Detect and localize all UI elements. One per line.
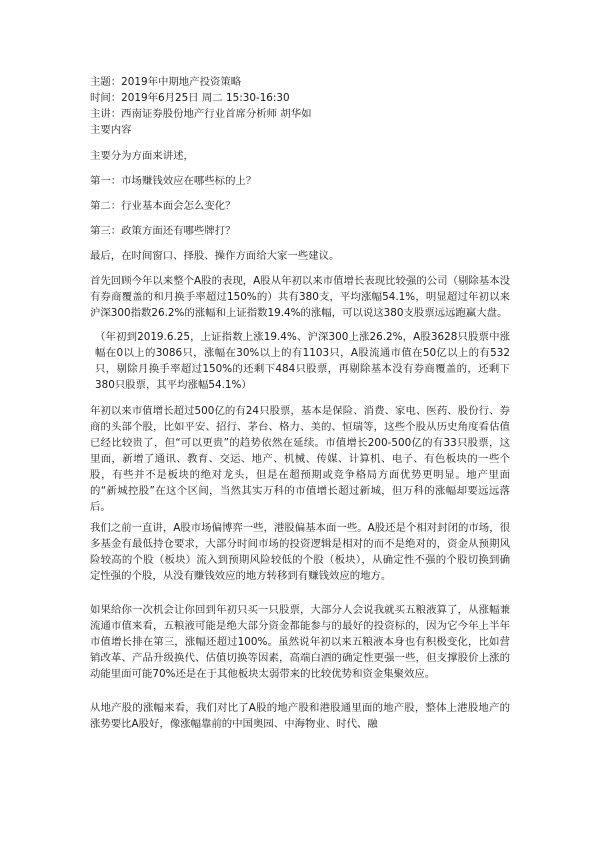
paragraph-market-cap-growth: 年初以来市值增长超过500亿的有24只股票，基本是保险、消费、家电、医药、股份行、券商的头部个股，比如平安、招行、茅台、格力、美的、恒瑞等，这些个股从历史角度看估值已经比较贵了，但“可以更贵”的趋势依然在延续。市值增长200-500亿的有33只股票，这里面，新增了通讯、教育、交运、地产、机械、传媒、计算机、电子、有色板块的一些个股，有些并不是板块的绝对龙头，但是在超预期或竞争格局方面优势更明显。地产里面的“新城控股”在这个区间，当然其实万科的市值增长超过新城，但万科的涨幅却要远远落后。 — [90, 405, 510, 513]
document-page — [90, 74, 510, 732]
header-block — [90, 74, 510, 138]
paragraph-a-share-logic: 我们之前一直讲，A股市场偏博弈一些，港股偏基本面一些。A股还是个相对封闭的市场，很多基金有最低持仓要求，大部分时间市场的投资逻辑是相对的而不是绝对的，资金从预期风险较高的个股（板块）流入到预期风险较低的个股（板块），从确定性不强的个股切换到确定性强的个股，从没有赚钱效应的地方转移到有赚钱效应的地方。 — [90, 522, 510, 582]
paragraph-market-review: 首先回顾今年以来整个A股的表现，A股从年初以来市值增长表现比较强的公司（剔除基本没有券商覆盖的和月换手率超过150%的）共有380支，平均涨幅54.1%，明显超过年初以来沪深300指数26.2%的涨幅和上证指数19.4%的涨幅，可以说这380支股票远远跑赢大盘。 — [90, 275, 510, 319]
time-line: 时间：2019年6月25日 周二 15:30-16:30 — [90, 92, 290, 104]
paragraph-wuliangye: 如果给你一次机会让你回到年初只买一只股票，大部分人会说我就买五粮液算了，从涨幅兼流通市值来看，五粮液可能是绝大部分资金都能参与的最好的投资标的，因为它今年上半年市值增长排在第三，涨幅还超过100%。虽然说年初以来五粮液本身也有积极变化，比如营销改革、产品升级换代、估值切换等因素，高端白酒的确定性更强一些，但支撑股价上涨的动能里面可能70%还是在于其他板块太弱带来的比较优势和资金集聚效应。 — [90, 604, 510, 680]
intro-lead: 主要分为方面来讲述， — [90, 150, 194, 162]
topic-line: 主题：2019年中期地产投资策略 — [90, 76, 242, 88]
speaker-line: 主讲：西南证券股份地产行业首席分析师 胡华如 — [90, 108, 312, 120]
paragraph-data-note: （年初到2019.6.25，上证指数上涨19.4%、沪深300上涨26.2%，A股3628只股票中涨幅在0以上的3086只，涨幅在30%以上的有1103只，A股流通市值在50亿以上的有532只，剔除月换手率超过150%的还剩下484只股票，再剔除基本没有券商覆盖的，还剩下380只股票，其平均涨幅54.1%） — [95, 331, 510, 391]
summary-label: 主要内容 — [90, 124, 132, 136]
paragraph-property-stocks: 从地产股的涨幅来看，我们对比了A股的地产股和港股通里面的地产股，整体上港股地产的涨势要比A股好，像涨幅靠前的中国奥园、中海物业、时代、融 — [90, 702, 510, 730]
intro-point-2: 第二：行业基本面会怎么变化？ — [90, 200, 236, 212]
intro-point-1: 第一：市场赚钱效应在哪些标的上？ — [90, 175, 257, 187]
intro-point-3: 第三：政策方面还有哪些牌打？ — [90, 225, 236, 237]
intro-closing: 最后，在时间窗口、择股、操作方面给大家一些建议。 — [90, 250, 340, 262]
